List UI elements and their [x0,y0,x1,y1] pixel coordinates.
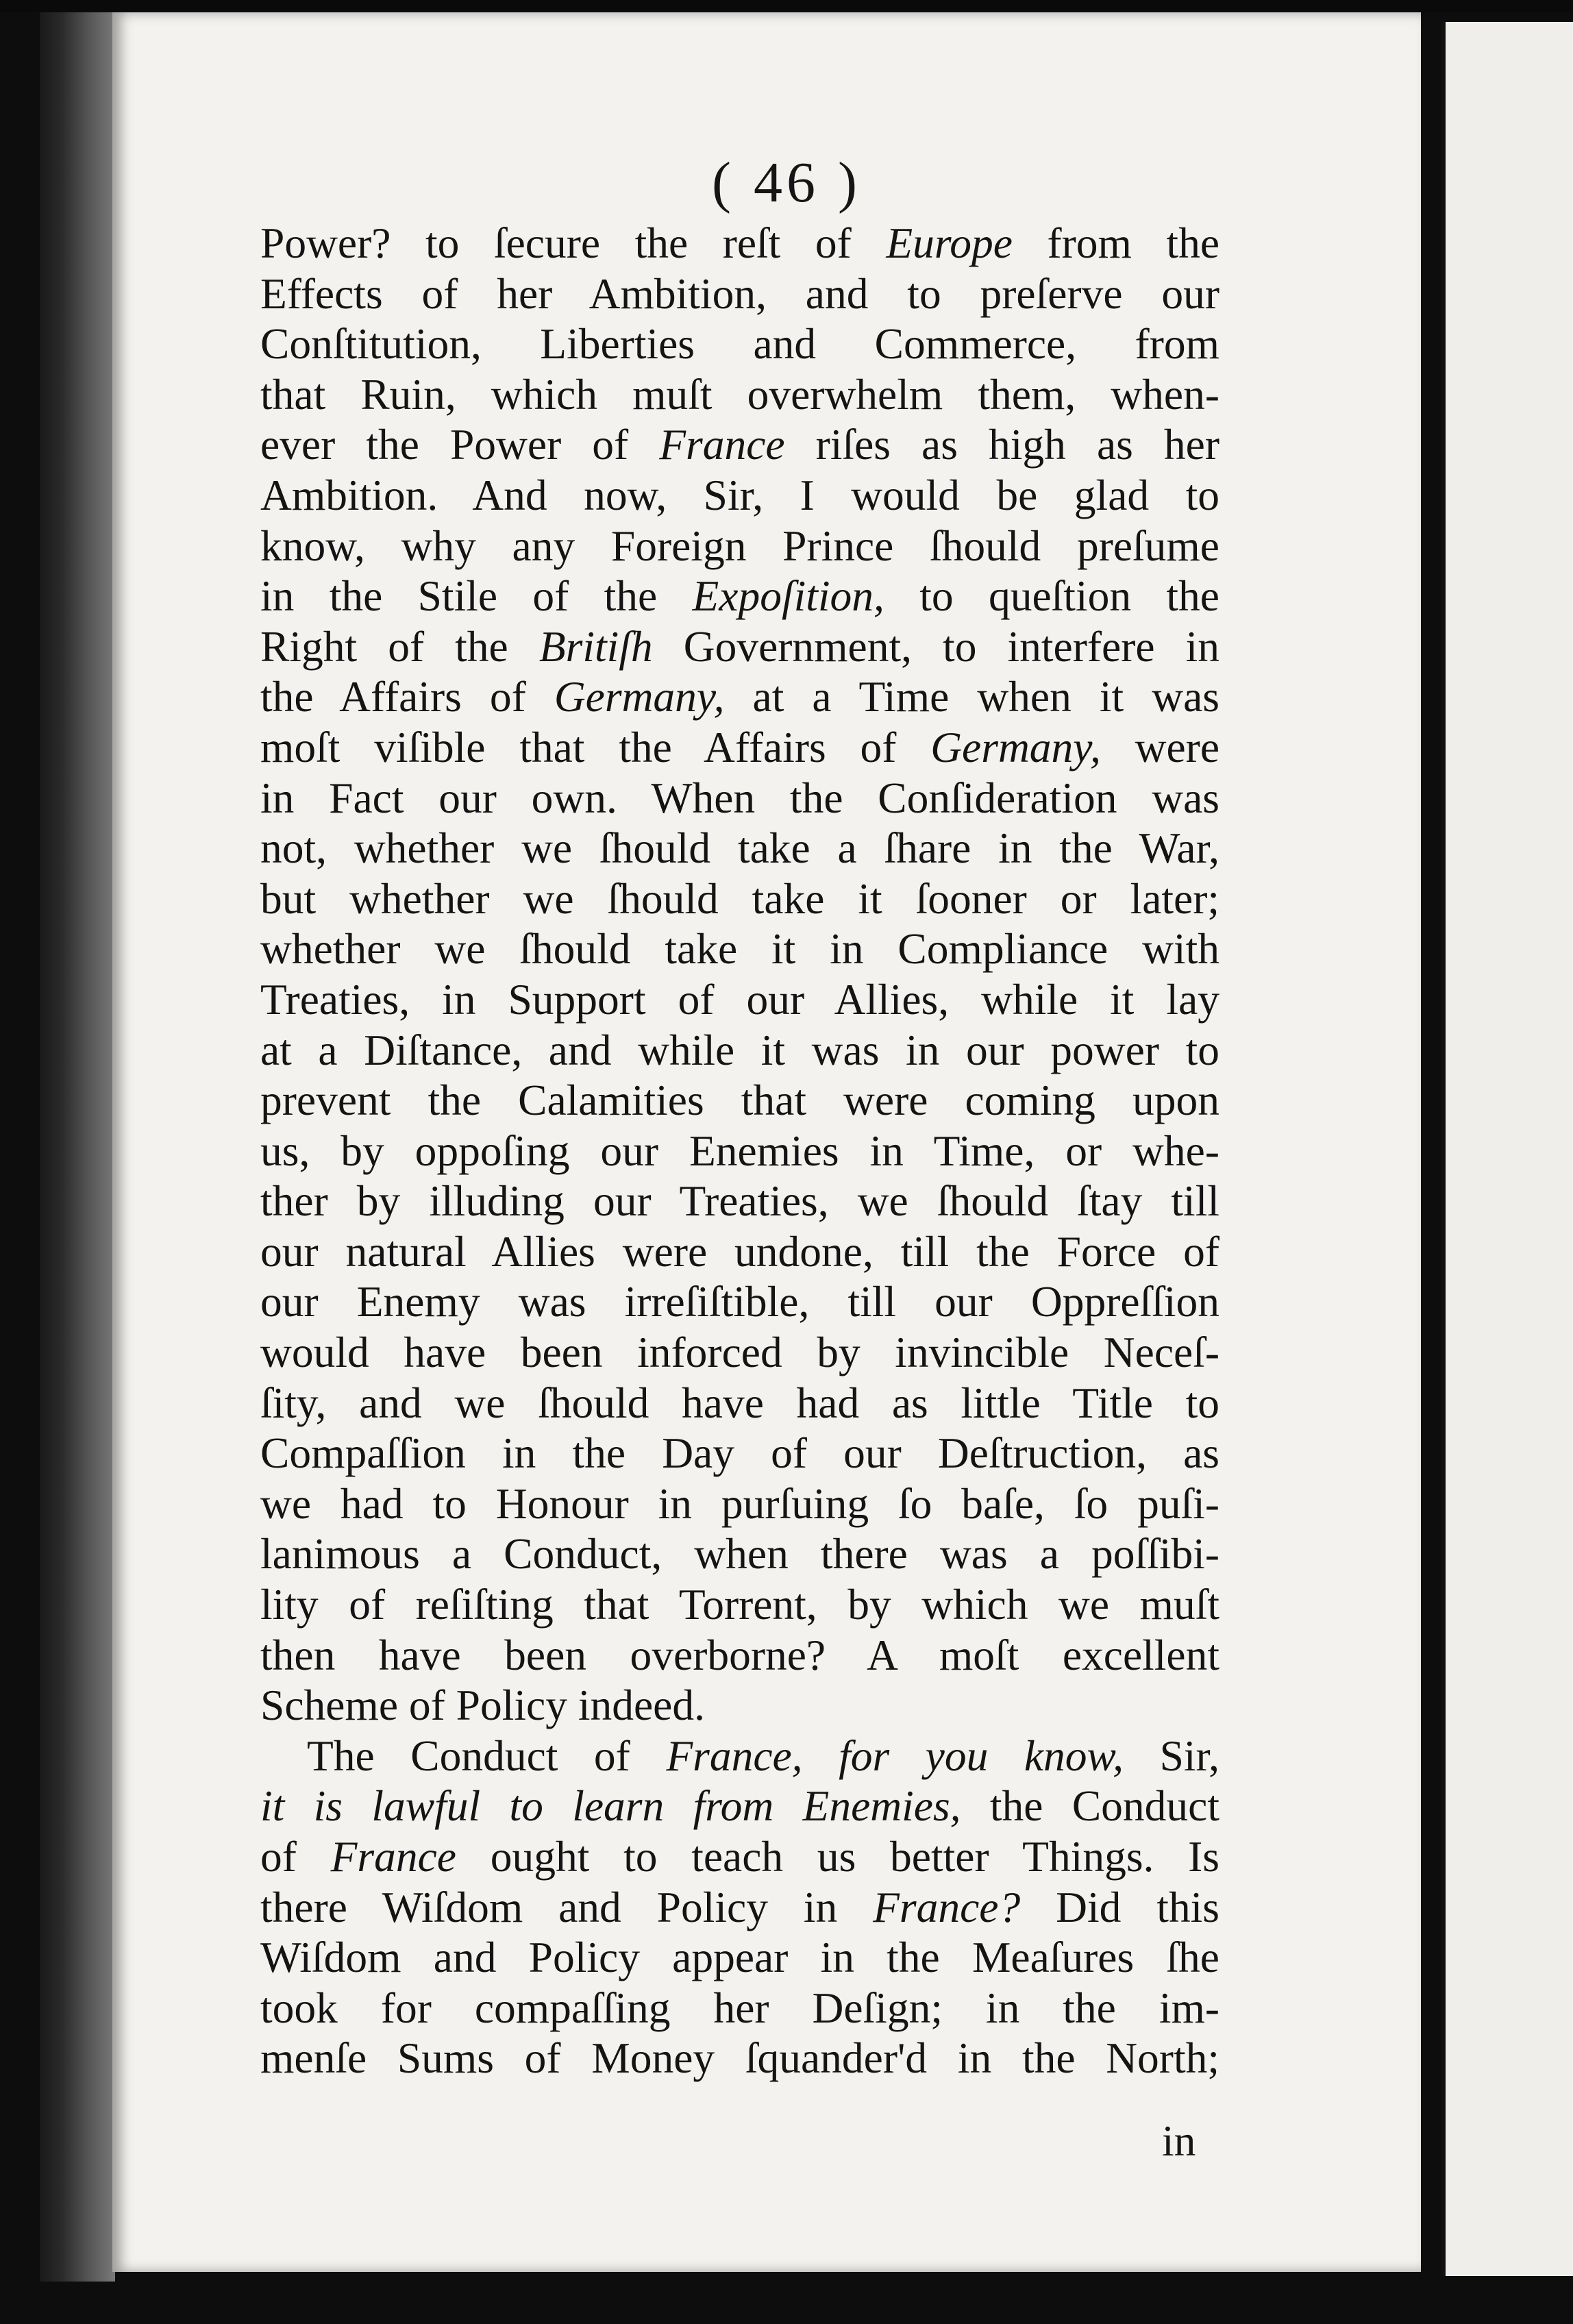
text-run: lanimous a Conduct, when there was a poſſibi- [260,1529,1219,1579]
text-line [260,1630,1219,1681]
text-run: ever the Power of [260,420,660,469]
text-run: to queſtion the [884,571,1219,621]
text-run: Effects of her Ambition, and to preſerve our [260,269,1219,318]
binding-gutter [40,12,115,2284]
text-run: there Wiſdom and Policy in [260,1882,874,1931]
text-run: but whether we ſhould take it ſooner or later; [260,874,1219,923]
text-run: that Ruin, which muſt overwhelm them, when- [260,369,1219,419]
text-run: Conſtitution, Liberties and Commerce, from [260,319,1219,369]
text-line [260,722,1219,773]
text-line [260,319,1219,369]
text-run: would have been inforced by invincible Neceſ- [260,1328,1219,1377]
italic-text: Europe [886,219,1013,267]
text-run: Did this [1020,1882,1219,1931]
text-run: the Affairs of [260,672,554,721]
text-line [260,1479,1219,1529]
text-run: menſe Sums of Money ſquander'd in the North; [260,2034,1219,2083]
text-line [260,1226,1219,1277]
text-line [260,1579,1219,1630]
text-run: prevent the Calamities that were coming upon [260,1076,1219,1125]
italic-text: for you know, [839,1731,1124,1780]
text-run: ther by illuding our Treaties, we ſhould ſtay till [260,1176,1219,1226]
text-line [260,1327,1219,1378]
text-line [260,671,1219,722]
text-line [260,1831,1219,1882]
italic-text: it is lawful to learn from Enemies, [260,1781,961,1831]
text-line [260,218,1219,269]
italic-text: Britiſh [538,621,653,671]
text-run: took for compaſſing her Deſign; in the im- [260,1983,1219,2032]
text-run: lity of reſiſting that Torrent, by which we muſt [260,1580,1219,1629]
text-run: Treaties, in Support of our Allies, while it lay [260,974,1219,1024]
text-run: we had to Honour in purſuing ſo baſe, ſo puſi- [260,1479,1219,1528]
italic-text: France, [666,1731,803,1780]
text-run: ſity, and we ſhould have had as little Title to [260,1378,1219,1427]
text-line [260,1529,1219,1579]
text-line [260,521,1219,571]
text-line [260,1983,1219,2034]
text-run: Government, to interfere in [652,621,1219,671]
text-run: us, by oppoſing our Enemies in Time, or whe- [260,1126,1219,1175]
text-run: at a Diſtance, and while it was in our power to [260,1025,1219,1074]
text-line [260,874,1219,924]
text-run: Sir, [1124,1731,1219,1780]
text-run: in the Stile of the [260,571,693,621]
text-run: moſt viſible that the Affairs of [260,722,931,771]
text-run: our natural Allies were undone, till the Force of [260,1226,1219,1276]
italic-text: Germany, [930,722,1101,771]
text-line [260,369,1219,420]
text-line [260,823,1219,874]
text-line [260,1176,1219,1226]
italic-text: France [659,420,785,469]
text-run: Wiſdom and Policy appear in the Meaſures ſhe [260,1933,1219,1982]
text-run: Right of the [260,621,539,671]
text-run: the Conduct [961,1781,1219,1831]
page-number: ( 46 ) [712,151,861,214]
text-run: in Fact our own. When the Conſideration was [260,773,1219,822]
text-line [260,1378,1219,1429]
text-line [260,1276,1219,1327]
body-text [260,218,1219,2084]
italic-text: France [330,1832,456,1881]
text-run: of [260,1832,331,1881]
text-line [260,2033,1219,2084]
text-line [260,773,1219,824]
text-line [260,571,1219,621]
text-line [260,1126,1219,1176]
text-run: riſes as high as her [784,420,1219,469]
facing-page-edge [1441,22,1573,2276]
text-line [260,924,1219,974]
catchword: in [1162,2116,1196,2165]
italic-text: France? [873,1882,1021,1931]
scan-bottom-edge [0,2282,1573,2324]
text-line [260,621,1219,672]
italic-text: Expoſition, [692,571,884,621]
text-run: at a Time when it was [724,672,1219,721]
text-run: Compaſſion in the Day of our Deſtruction, as [260,1429,1219,1478]
text-run: our Enemy was irreſiſtible, till our Oppreſſion [260,1277,1219,1326]
text-run: not, whether we ſhould take a ſhare in the War, [260,824,1219,873]
text-line [260,419,1219,470]
text-run: know, why any Foreign Prince ſhould preſume [260,521,1219,570]
text-line [260,1075,1219,1126]
text-line [260,1932,1219,1983]
text-run: ought to teach us better Things. Is [456,1832,1219,1881]
text-line [260,1882,1219,1933]
text-line [260,1731,1219,1781]
text-run: then have been overborne? A moſt excellent [260,1630,1219,1679]
text-run: Power? to ſecure the reſt of [260,219,887,267]
text-line [260,1781,1219,1831]
italic-text: Germany, [554,672,725,721]
text-run: Ambition. And now, Sir, I would be glad to [260,470,1219,519]
text-run [803,1731,839,1780]
text-line [260,269,1219,319]
text-run: were [1100,722,1220,771]
text-line [260,1025,1219,1076]
text-run: whether we ſhould take it in Compliance with [260,924,1219,974]
text-run: The Conduct of [307,1731,667,1780]
scan-top-edge [0,0,1573,12]
text-line [260,1680,1219,1731]
text-line [260,1428,1219,1479]
text-line [260,470,1219,521]
text-run: Scheme of Policy indeed. [260,1681,705,1730]
text-run: from the [1012,219,1219,267]
text-line [260,974,1219,1025]
